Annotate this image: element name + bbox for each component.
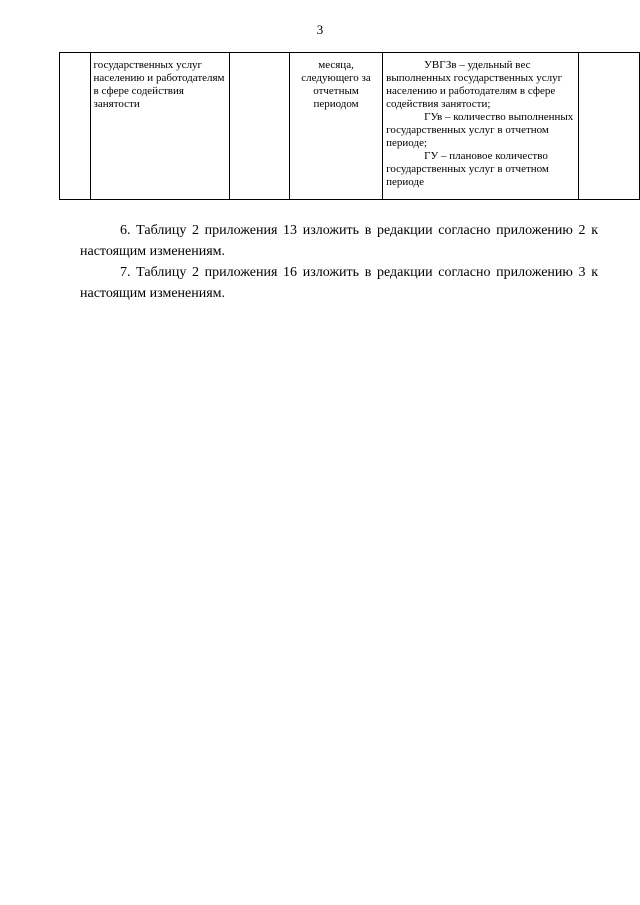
table-cell-formula — [383, 53, 579, 200]
table-cell-source — [579, 53, 640, 200]
paragraph-item-6: 6. Таблицу 2 приложения 13 изложить в редакции согласно приложению 2 к настоящим изменениям. — [80, 223, 598, 259]
table-cell-unit — [230, 53, 290, 200]
paragraph-item-7: 7. Таблицу 2 приложения 16 изложить в редакции согласно приложению 3 к настоящим изменениям. — [80, 265, 598, 301]
formula-line-share: УВГЗв – удельный вес выполненных государственных услуг населению и работодателям в сфере содействия занятости; — [386, 59, 563, 110]
document-body — [80, 220, 598, 304]
formula-line-completed: ГУв – количество выполненных государственных услуг в отчетном периоде; — [386, 111, 574, 149]
page-number: 3 — [316, 22, 324, 37]
table-cell-period: месяца, следующего за отчетным периодом — [289, 53, 382, 200]
formula-line-planned: ГУ – плановое количество государственных услуг в отчетном периоде — [386, 150, 549, 188]
indicator-table — [59, 52, 640, 200]
table-cell-number — [60, 53, 91, 200]
table-cell-indicator: государственных услуг населению и работодателям в сфере содействия занятости — [90, 53, 230, 200]
table-row — [60, 53, 640, 200]
